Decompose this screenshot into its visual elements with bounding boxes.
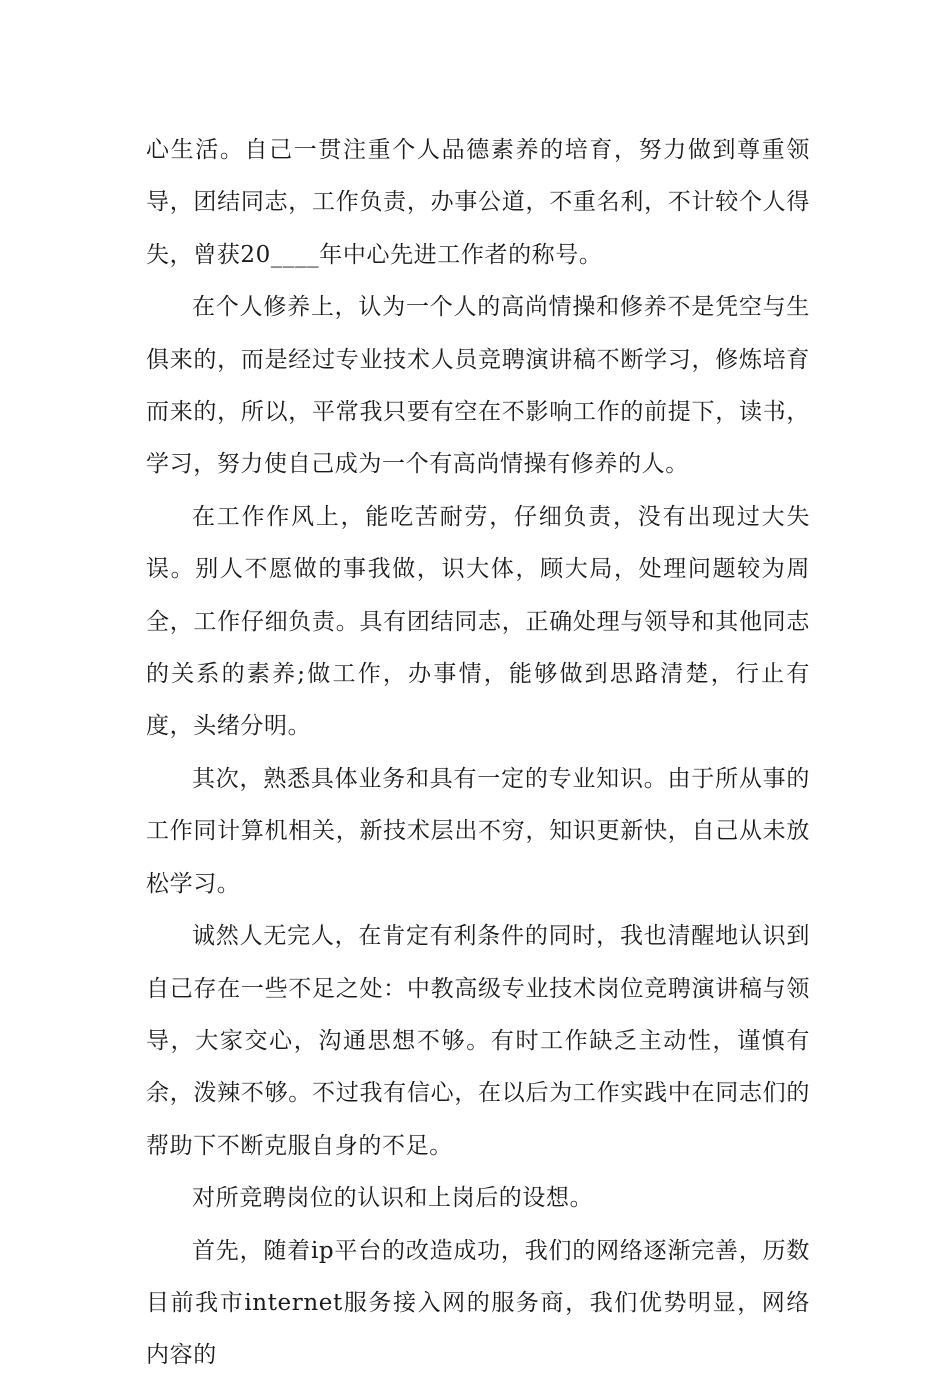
paragraph-3: 在工作作风上，能吃苦耐劳，仔细负责，没有出现过大失误。别人不愿做的事我做，识大体，顾大局，处理问题较为周全，工作仔细负责。具有团结同志，正确处理与领导和其他同志的关系的素养;做工作，办事情，能够做到思路清楚，行止有度，头绪分明。 xyxy=(146,503,810,740)
document-body xyxy=(146,124,810,1382)
paragraph-5: 诚然人无完人，在肯定有利条件的同时，我也清醒地认识到自己存在一些不足之处：中教高级专业技术岗位竞聘演讲稿与领导，大家交心，沟通思想不够。有时工作缺乏主动性，谨慎有余，泼辣不够。不过我有信心，在以后为工作实践中在同志们的帮助下不断克服自身的不足。 xyxy=(146,923,810,1159)
paragraph-1: 心生活。自己一贯注重个人品德素养的培育，努力做到尊重领导，团结同志，工作负责，办事公道，不重名利，不计较个人得失，曾获20____年中心先进工作者的称号。 xyxy=(146,137,810,268)
paragraph-4: 其次，熟悉具体业务和具有一定的专业知识。由于所从事的工作同计算机相关，新技术层出不穷，知识更新快，自己从未放松学习。 xyxy=(146,765,810,897)
paragraph-6: 对所竞聘岗位的认识和上岗后的设想。 xyxy=(192,1185,594,1212)
paragraph-2: 在个人修养上，认为一个人的高尚情操和修养不是凭空与生俱来的，而是经过专业技术人员竞聘演讲稿不断学习，修炼培育而来的，所以，平常我只要有空在不影响工作的前提下，读书，学习，努力使自己成为一个有高尚情操有修养的人。 xyxy=(146,294,810,478)
paragraph-7: 首先，随着ip平台的改造成功，我们的网络逐渐完善，历数目前我市internet服务接入网的服务商，我们优势明显，网络内容的 xyxy=(146,1237,810,1369)
